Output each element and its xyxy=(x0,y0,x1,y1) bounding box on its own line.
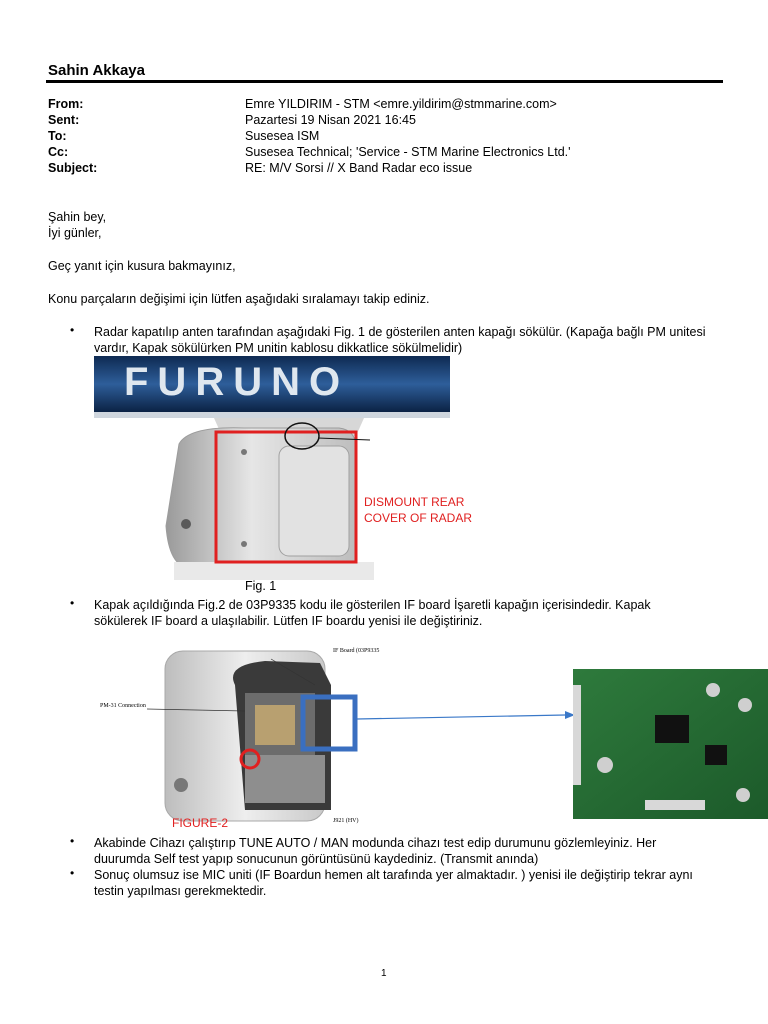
figure-1-caption: Fig. 1 xyxy=(245,579,277,593)
from-label: From: xyxy=(48,97,84,111)
sent-label: Sent: xyxy=(48,113,80,127)
sender-name: Sahin Akkaya xyxy=(48,62,145,79)
bullet-1-line-2: vardır, Kapak sökülürken PM unitin kablosu dikkatlice sökülmelidir) xyxy=(94,341,463,355)
bullet-1-line-1: Radar kapatılıp anten tarafından aşağıdaki Fig. 1 de gösterilen anten kapağı sökülür. (Kapağa bağlı PM unitesi xyxy=(94,325,706,339)
bullet-2-line-1: Kapak açıldığında Fig.2 de 03P9335 kodu ile gösterilen IF board İşaretli kapağın içerisindedir. Kapak xyxy=(94,598,651,612)
greeting-line-1: Şahin bey, xyxy=(48,210,107,224)
to-value: Susesea ISM xyxy=(245,129,320,143)
bullet-4-line-1: Sonuç olumsuz ise MIC uniti (IF Boardun hemen alt tarafında yer almaktadır. ) yenisi ile değiştirip tekrar aynı xyxy=(94,868,693,882)
header-divider xyxy=(46,80,723,83)
from-value: Emre YILDIRIM - STM <emre.yildirim@stmmarine.com> xyxy=(245,97,557,111)
bullet-marker: • xyxy=(70,596,75,610)
bullet-3-line-1: Akabinde Cihazı çalıştırıp TUNE AUTO / MAN modunda cihazı test edip durumunu gözlemleyiniz. Her xyxy=(94,836,657,850)
furuno-logo-text: FURUNO xyxy=(124,360,350,404)
bullet-marker: • xyxy=(70,323,75,337)
figure-2-bottom-label: J921 (HV) xyxy=(333,818,359,824)
figure-2-if-board-label: IF Board (03P9335 xyxy=(333,648,380,654)
bullet-marker: • xyxy=(70,866,75,880)
cc-label: Cc: xyxy=(48,145,69,159)
bullet-4-line-2: testin yapılması gerekmektedir. xyxy=(94,884,267,898)
bullet-marker: • xyxy=(70,834,75,848)
page-number: 1 xyxy=(381,968,387,979)
to-label: To: xyxy=(48,129,67,143)
paragraph-apology: Geç yanıt için kusura bakmayınız, xyxy=(48,259,236,273)
bullet-3-line-2: duurumda Self test yapıp sonucunun görüntüsünü kaydediniz. (Transmit anında) xyxy=(94,852,539,866)
figure-2-caption: FIGURE-2 xyxy=(172,816,229,830)
subject-label: Subject: xyxy=(48,161,98,175)
bullet-2-line-2: sökülerek IF board a ulaşılabilir. Lütfen IF boardu yenisi ile değiştiriniz. xyxy=(94,614,483,628)
cc-value: Susesea Technical; 'Service - STM Marine Electronics Ltd.' xyxy=(245,145,571,159)
figure-2-photo xyxy=(95,645,768,827)
greeting-line-2: İyi günler, xyxy=(48,226,102,240)
figure-2-pm31-label: PM-31 Connection xyxy=(100,703,146,709)
paragraph-instructions: Konu parçaların değişimi için lütfen aşağıdaki sıralamayı takip ediniz. xyxy=(48,292,430,306)
figure-1-annotation-line-2: COVER OF RADAR xyxy=(364,511,473,525)
figure-1-annotation-line-1: DISMOUNT REAR xyxy=(364,495,465,509)
sent-value: Pazartesi 19 Nisan 2021 16:45 xyxy=(245,113,416,127)
subject-value: RE: M/V Sorsi // X Band Radar eco issue xyxy=(245,161,473,175)
